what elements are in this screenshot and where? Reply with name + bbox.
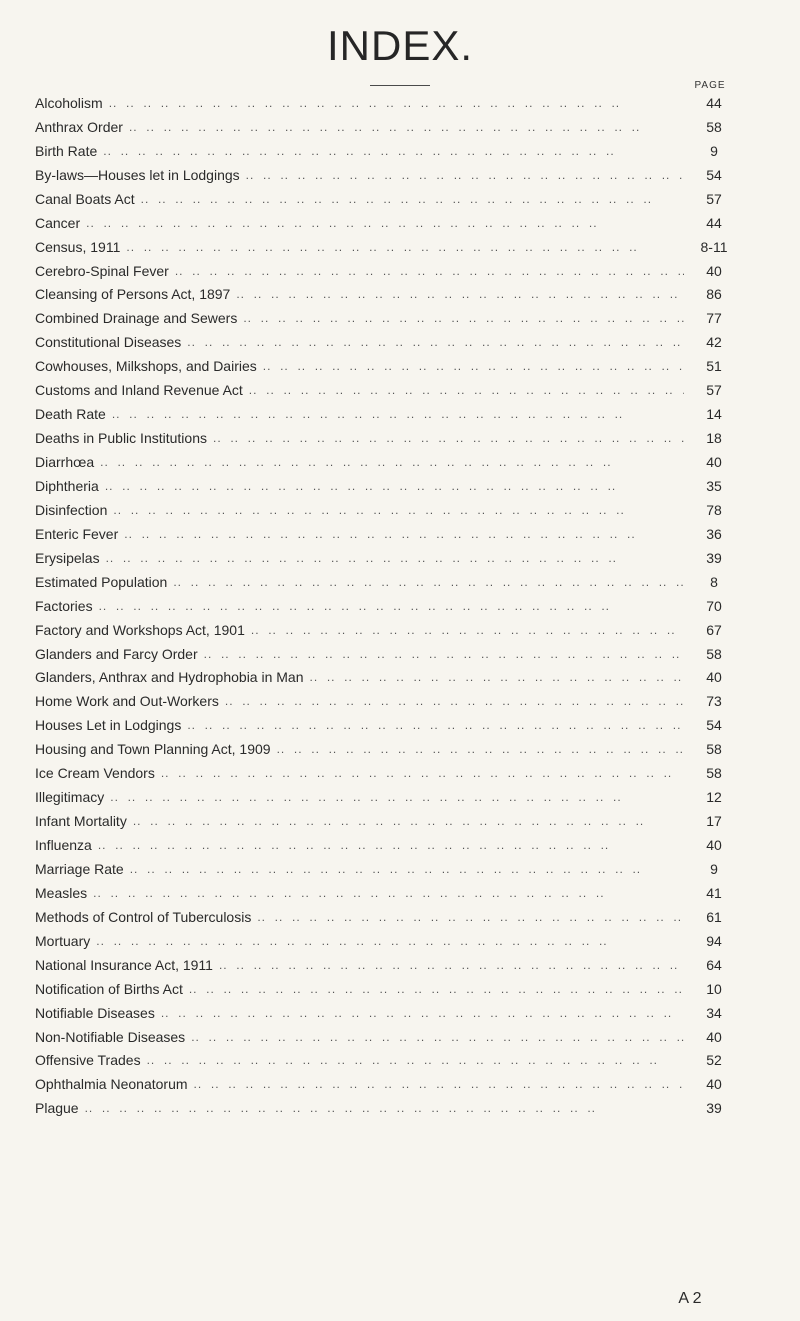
entry-label: Anthrax Order — [35, 118, 123, 135]
index-entry — [35, 833, 740, 857]
entry-label: National Insurance Act, 1911 — [35, 956, 213, 973]
entry-page-number: 8-11 — [700, 238, 728, 255]
entry-page-number: 40 — [706, 1028, 722, 1045]
index-entry — [35, 1096, 740, 1120]
title-rule — [370, 85, 430, 86]
entry-page-number: 9 — [710, 860, 718, 877]
dot-leader — [98, 837, 684, 853]
entry-label: Methods of Control of Tuberculosis — [35, 908, 252, 925]
entry-page-number: 70 — [706, 597, 722, 614]
signature-mark: A 2 — [678, 1290, 702, 1307]
index-entry — [35, 881, 740, 905]
index-entry — [35, 115, 740, 139]
index-entry — [35, 91, 740, 115]
entry-label: Illegitimacy — [35, 789, 105, 806]
index-entry — [35, 713, 740, 737]
index-entry — [35, 953, 740, 977]
index-entry — [35, 929, 740, 953]
dot-leader — [213, 430, 684, 446]
entry-page-number: 41 — [706, 884, 722, 901]
index-entry — [35, 330, 740, 354]
entry-page-number: 78 — [706, 501, 722, 518]
index-entry — [35, 1049, 740, 1073]
index-entry — [35, 211, 740, 235]
entry-label: Factory and Workshops Act, 1901 — [35, 621, 245, 638]
entry-page-number: 40 — [706, 454, 722, 471]
index-entry — [35, 570, 740, 594]
entry-label: Marriage Rate — [35, 860, 124, 877]
dot-leader — [113, 502, 684, 518]
index-entry — [35, 354, 740, 378]
entry-label: Erysipelas — [35, 549, 100, 566]
entry-page-number: 40 — [706, 669, 722, 686]
entry-label: Diarrhœa — [35, 454, 95, 471]
entry-label: Infant Mortality — [35, 813, 127, 830]
index-entry — [35, 689, 740, 713]
dot-leader — [99, 598, 684, 614]
index-entry — [35, 618, 740, 642]
page-title: INDEX. — [326, 22, 474, 69]
entry-label: Enteric Fever — [35, 525, 119, 542]
entry-page-number: 44 — [706, 214, 722, 231]
entry-label: By-laws—Houses let in Lodgings — [35, 166, 240, 183]
entry-label: Non-Notifiable Diseases — [35, 1028, 186, 1045]
dot-leader — [173, 574, 684, 590]
entry-label: Birth Rate — [35, 142, 98, 159]
entry-page-number: 14 — [706, 406, 722, 423]
entry-page-number: 64 — [706, 956, 722, 973]
entry-page-number: 58 — [706, 645, 722, 662]
dot-leader — [310, 669, 685, 685]
dot-leader — [263, 358, 684, 374]
dot-leader — [147, 1052, 684, 1068]
page-column-header: PAGE — [694, 80, 726, 91]
dot-leader — [249, 382, 684, 398]
index-entry — [35, 761, 740, 785]
dot-leader — [204, 646, 684, 662]
entry-page-number: 40 — [706, 262, 722, 279]
entry-page-number: 42 — [706, 334, 722, 351]
entry-label: Glanders, Anthrax and Hydrophobia in Man — [35, 669, 304, 686]
index-entry — [35, 139, 740, 163]
entry-label: Notifiable Diseases — [35, 1004, 155, 1021]
dot-leader — [126, 239, 684, 255]
dot-leader — [133, 813, 684, 829]
index-entry — [35, 522, 740, 546]
entry-label: Diphtheria — [35, 477, 99, 494]
entry-label: Death Rate — [35, 406, 106, 423]
dot-leader — [85, 1100, 684, 1116]
dot-leader — [251, 622, 684, 638]
index-entry — [35, 905, 740, 929]
index-entry — [35, 642, 740, 666]
index-entry — [35, 450, 740, 474]
entry-label: Deaths in Public Institutions — [35, 430, 207, 447]
entry-page-number: 52 — [706, 1052, 722, 1069]
entry-label: Cancer — [35, 214, 81, 231]
entry-label: Housing and Town Planning Act, 1909 — [35, 741, 271, 758]
index-entry — [35, 809, 740, 833]
entry-page-number: 9 — [710, 142, 718, 159]
index-entry — [35, 1025, 740, 1049]
index-entries — [35, 91, 740, 1120]
index-entry — [35, 378, 740, 402]
entry-page-number: 61 — [706, 908, 722, 925]
index-entry — [35, 1001, 740, 1025]
dot-leader — [103, 143, 684, 159]
entry-page-number: 86 — [706, 286, 722, 303]
index-entry — [35, 163, 740, 187]
entry-page-number: 44 — [706, 94, 722, 111]
entry-page-number: 77 — [706, 310, 722, 327]
entry-label: Estimated Population — [35, 573, 168, 590]
entry-page-number: 12 — [706, 789, 722, 806]
index-entry — [35, 283, 740, 307]
index-entry — [35, 426, 740, 450]
dot-leader — [105, 478, 684, 494]
index-entry — [35, 977, 740, 1001]
index-entry — [35, 306, 740, 330]
index-entry — [35, 402, 740, 426]
dot-leader — [225, 693, 684, 709]
index-entry — [35, 785, 740, 809]
dot-leader — [96, 933, 684, 949]
entry-page-number: 58 — [706, 765, 722, 782]
entry-label: Glanders and Farcy Order — [35, 645, 198, 662]
entry-page-number: 36 — [706, 525, 722, 542]
dot-leader — [124, 526, 684, 542]
entry-page-number: 18 — [706, 430, 722, 447]
dot-leader — [194, 1076, 684, 1092]
index-entry — [35, 1072, 740, 1096]
dot-leader — [161, 765, 684, 781]
entry-page-number: 39 — [706, 549, 722, 566]
index-entry — [35, 546, 740, 570]
index-entry — [35, 259, 740, 283]
entry-label: Notification of Births Act — [35, 980, 183, 997]
index-entry — [35, 187, 740, 211]
entry-label: Offensive Trades — [35, 1052, 141, 1069]
index-entry — [35, 235, 740, 259]
entry-label: Ophthalmia Neonatorum — [35, 1076, 188, 1093]
dot-leader — [86, 215, 684, 231]
dot-leader — [243, 310, 684, 326]
dot-leader — [112, 406, 684, 422]
dot-leader — [191, 1029, 684, 1045]
entry-label: Factories — [35, 597, 93, 614]
dot-leader — [187, 334, 684, 350]
entry-page-number: 39 — [706, 1100, 722, 1117]
entry-label: Influenza — [35, 837, 92, 854]
dot-leader — [130, 861, 684, 877]
index-entry — [35, 737, 740, 761]
entry-page-number: 57 — [706, 190, 722, 207]
entry-page-number: 73 — [706, 693, 722, 710]
entry-label: Ice Cream Vendors — [35, 765, 155, 782]
entry-page-number: 34 — [706, 1004, 722, 1021]
entry-page-number: 58 — [706, 741, 722, 758]
entry-label: Combined Drainage and Sewers — [35, 310, 238, 327]
dot-leader — [257, 909, 684, 925]
entry-label: Customs and Inland Revenue Act — [35, 382, 243, 399]
entry-page-number: 94 — [706, 932, 722, 949]
index-entry — [35, 594, 740, 618]
dot-leader — [175, 263, 684, 279]
index-entry — [35, 498, 740, 522]
entry-page-number: 57 — [706, 382, 722, 399]
dot-leader — [246, 167, 684, 183]
entry-label: Home Work and Out-Workers — [35, 693, 219, 710]
entry-label: Cleansing of Persons Act, 1897 — [35, 286, 231, 303]
entry-label: Plague — [35, 1100, 79, 1117]
entry-label: Alcoholism — [35, 94, 103, 111]
entry-label: Houses Let in Lodgings — [35, 717, 182, 734]
entry-page-number: 40 — [706, 837, 722, 854]
dot-leader — [219, 957, 684, 973]
entry-page-number: 17 — [706, 813, 722, 830]
entry-label: Disinfection — [35, 501, 108, 518]
dot-leader — [236, 286, 684, 302]
entry-label: Measles — [35, 884, 88, 901]
entry-page-number: 10 — [706, 980, 722, 997]
dot-leader — [129, 119, 684, 135]
dot-leader — [100, 454, 684, 470]
entry-label: Canal Boats Act — [35, 190, 135, 207]
dot-leader — [277, 741, 684, 757]
entry-page-number: 67 — [706, 621, 722, 638]
dot-leader — [187, 717, 684, 733]
entry-page-number: 40 — [706, 1076, 722, 1093]
entry-page-number: 35 — [706, 477, 722, 494]
index-entry — [35, 857, 740, 881]
dot-leader — [141, 191, 684, 207]
entry-page-number: 51 — [706, 358, 722, 375]
dot-leader — [161, 1005, 684, 1021]
entry-page-number: 58 — [706, 118, 722, 135]
entry-label: Cerebro-Spinal Fever — [35, 262, 169, 279]
dot-leader — [110, 789, 684, 805]
dot-leader — [106, 550, 684, 566]
index-entry — [35, 666, 740, 690]
entry-page-number: 54 — [706, 717, 722, 734]
entry-page-number: 8 — [710, 573, 718, 590]
index-entry — [35, 474, 740, 498]
dot-leader — [109, 95, 684, 111]
entry-label: Cowhouses, Milkshops, and Dairies — [35, 358, 257, 375]
entry-page-number: 54 — [706, 166, 722, 183]
entry-label: Constitutional Diseases — [35, 334, 182, 351]
dot-leader — [93, 885, 684, 901]
dot-leader — [189, 981, 684, 997]
entry-label: Mortuary — [35, 932, 91, 949]
entry-label: Census, 1911 — [35, 238, 121, 255]
